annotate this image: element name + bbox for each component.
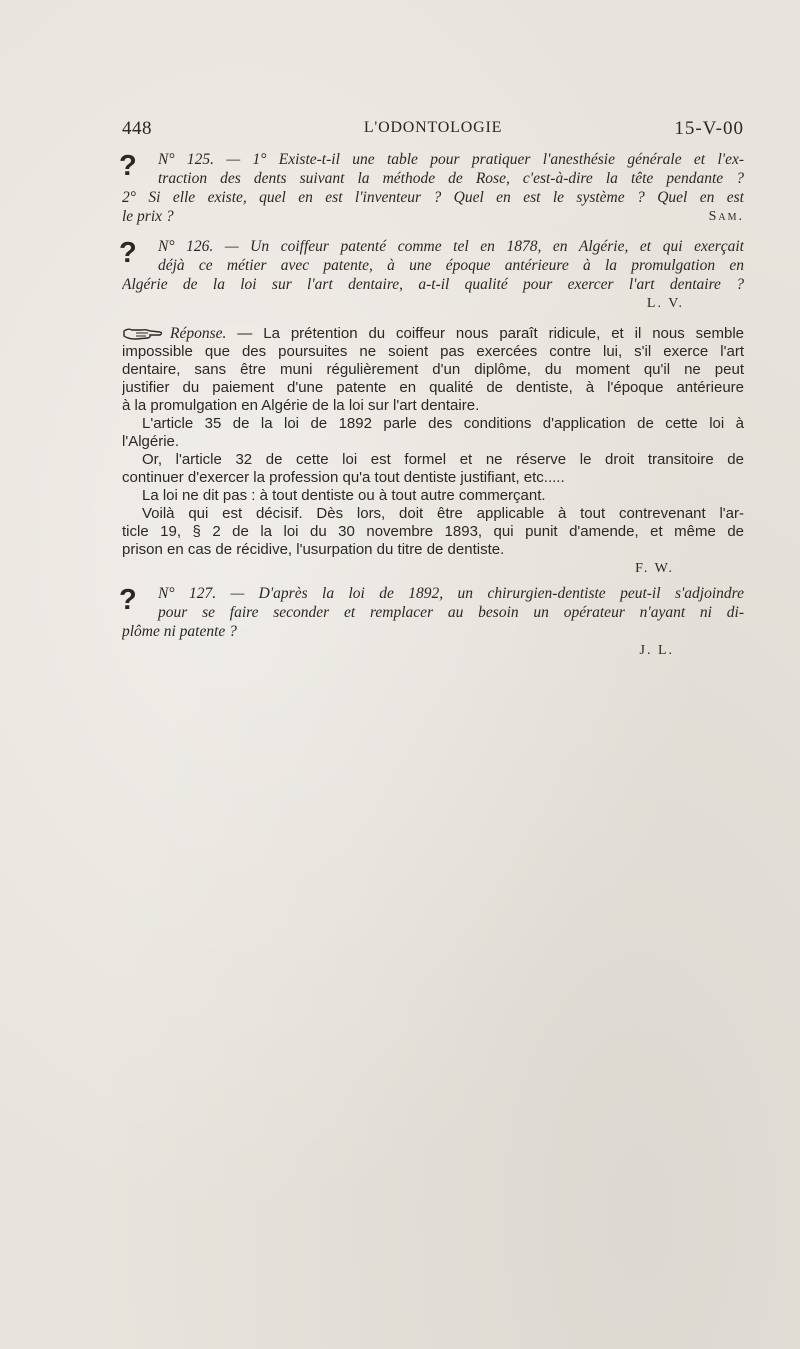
answer-line: à la promulgation en Algérie de la loi sur l'art dentaire. xyxy=(122,397,480,414)
answer-line: impossible que des poursuites ne soient pas exercées contre lui, s'il exerce l'art xyxy=(122,343,744,360)
question-126 xyxy=(119,237,744,313)
question-line: plôme ni patente ? xyxy=(122,623,237,640)
question-line: le prix ? xyxy=(122,208,174,225)
answer-line: l'Algérie. xyxy=(122,433,180,450)
page-body xyxy=(119,150,744,666)
answer-label: Réponse. xyxy=(170,325,227,342)
question-mark-icon: ? xyxy=(119,150,137,182)
signature: Sam. xyxy=(708,209,744,224)
question-line: N° 125. — 1° Existe-t-il une table pour pratiquer l'anesthésie générale et l'ex- xyxy=(158,151,744,168)
question-line: Algérie de la loi sur l'art dentaire, a-t-il qualité pour exercer l'art dentaire ? xyxy=(122,276,744,293)
answer-line: continuer d'exercer la profession qu'a tout dentiste justifiant, etc..... xyxy=(122,469,565,486)
journal-title: L'ODONTOLOGIE xyxy=(363,119,503,136)
signature: L. V. xyxy=(646,296,684,311)
answer-line: Voilà qui est décisif. Dès lors, doit être applicable à tout contrevenant l'ar- xyxy=(142,505,744,522)
question-line: pour se faire seconder et remplacer au besoin un opérateur n'ayant ni di- xyxy=(158,604,744,621)
answer-line: La loi ne dit pas : à tout dentiste ou à tout autre commerçant. xyxy=(142,487,546,504)
issue-date: 15-V-00 xyxy=(674,118,744,139)
question-line: N° 127. — D'après la loi de 1892, un chirurgien-dentiste peut-il s'adjoindre xyxy=(158,585,744,602)
signature: J. L. xyxy=(639,643,674,658)
answer-block xyxy=(122,325,744,578)
question-line: déjà ce métier avec patente, à une époque antérieure à la promulgation en xyxy=(158,257,744,274)
question-line: traction des dents suivant la méthode de Rose, c'est-à-dire la tête pendante ? xyxy=(158,170,744,187)
question-127 xyxy=(119,584,744,660)
answer-text: — La prétention du coiffeur nous paraît ridicule, et il nous semble xyxy=(226,325,744,342)
page-number: 448 xyxy=(122,118,152,139)
question-125 xyxy=(119,150,744,231)
answer-line: L'article 35 de la loi de 1892 parle des conditions d'application de cette loi à xyxy=(142,415,744,432)
answer-line: prison en cas de récidive, l'usurpation du titre de dentiste. xyxy=(122,541,505,558)
signature: F. W. xyxy=(635,561,674,576)
answer-line: dentaire, sans être muni régulièrement d'un diplôme, du moment qu'il ne peut xyxy=(122,361,744,378)
answer-line: Or, l'article 32 de cette loi est formel et ne réserve le droit transitoire de xyxy=(142,451,744,468)
answer-line: justifier du paiement d'une patente en qualité de dentiste, à l'époque antérieure xyxy=(122,379,744,396)
manicule-icon xyxy=(122,326,164,342)
question-mark-icon: ? xyxy=(119,584,137,616)
question-mark-icon: ? xyxy=(119,237,137,269)
question-line: 2° Si elle existe, quel en est l'inventeur ? Quel en est le système ? Quel en est xyxy=(122,189,744,206)
answer-line: ticle 19, § 2 de la loi du 30 novembre 1893, qui punit d'amende, et même de xyxy=(122,523,744,540)
answer-first-line xyxy=(122,325,744,343)
running-header xyxy=(122,118,744,140)
question-line: N° 126. — Un coiffeur patenté comme tel en 1878, en Algérie, et qui exerçait xyxy=(158,238,744,255)
